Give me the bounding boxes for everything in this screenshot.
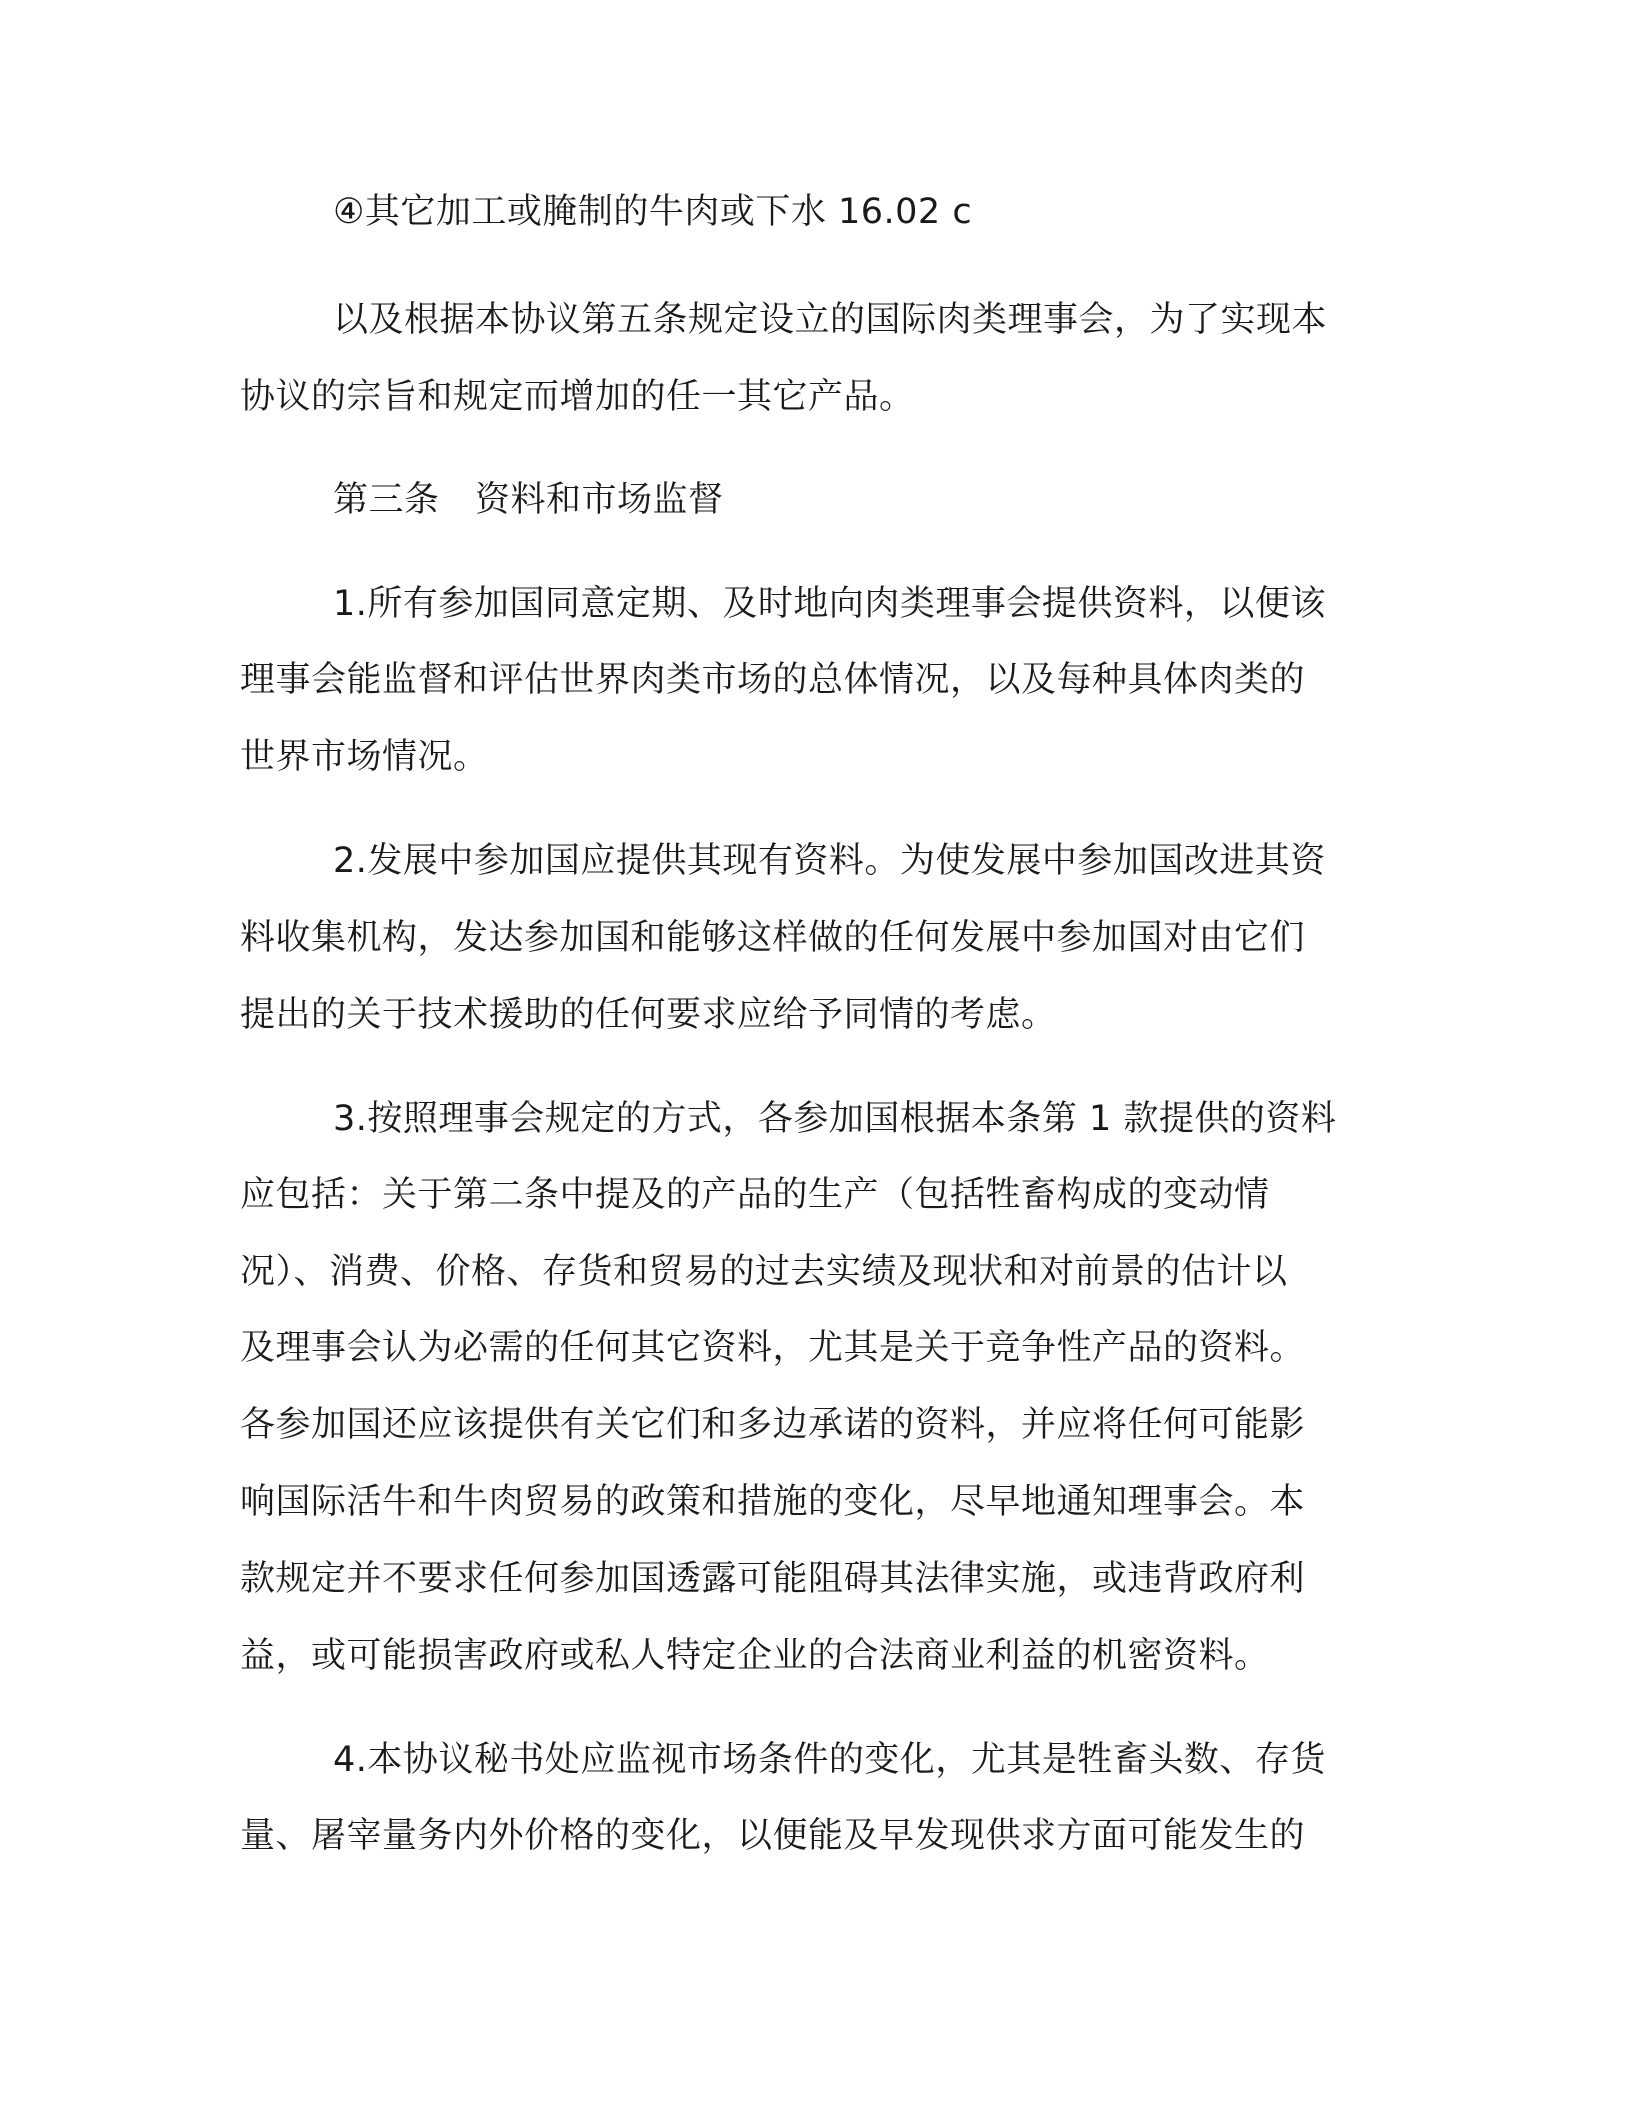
text-line-18: 益，或可能损害政府或私人特定企业的合法商业利益的机密资料。 [240,1636,1270,1676]
text-line-1: ④其它加工或腌制的牛肉或下水 16.02 c [333,192,973,232]
text-line-19: 4.本协议秘书处应监视市场条件的变化，尤其是牲畜头数、存货 [333,1740,1326,1780]
text-line-9: 料收集机构，发达参加国和能够这样做的任何发展中参加国对由它们 [240,918,1306,958]
section-heading: 第三条 资料和市场监督 [333,480,724,520]
text-line-5: 1.所有参加国同意定期、及时地向肉类理事会提供资料，以便该 [333,584,1326,624]
text-line-14: 及理事会认为必需的任何其它资料，尤其是关于竞争性产品的资料。 [240,1328,1306,1368]
text-line-3: 协议的宗旨和规定而增加的任一其它产品。 [240,377,915,417]
text-line-16: 响国际活牛和牛肉贸易的政策和措施的变化，尽早地通知理事会。本 [240,1482,1306,1522]
text-line-11: 3.按照理事会规定的方式，各参加国根据本条第 1 款提供的资料 [333,1099,1337,1139]
text-line-6: 理事会能监督和评估世界肉类市场的总体情况，以及每种具体肉类的 [240,660,1306,700]
text-line-8: 2.发展中参加国应提供其现有资料。为使发展中参加国改进其资 [333,841,1326,881]
text-line-20: 量、屠宰量务内外价格的变化，以便能及早发现供求方面可能发生的 [240,1816,1306,1856]
text-line-17: 款规定并不要求任何参加国透露可能阻碍其法律实施，或违背政府利 [240,1559,1306,1599]
text-line-2: 以及根据本协议第五条规定设立的国际肉类理事会，为了实现本 [333,300,1328,340]
text-line-7: 世界市场情况。 [240,737,489,777]
text-line-13: 况）、消费、价格、存货和贸易的过去实绩及现状和对前景的估计以 [240,1252,1288,1292]
text-line-12: 应包括：关于第二条中提及的产品的生产（包括牲畜构成的变动情 [240,1175,1270,1215]
text-line-10: 提出的关于技术援助的任何要求应给予同情的考虑。 [240,995,1057,1035]
text-line-15: 各参加国还应该提供有关它们和多边承诺的资料，并应将任何可能影 [240,1405,1306,1445]
